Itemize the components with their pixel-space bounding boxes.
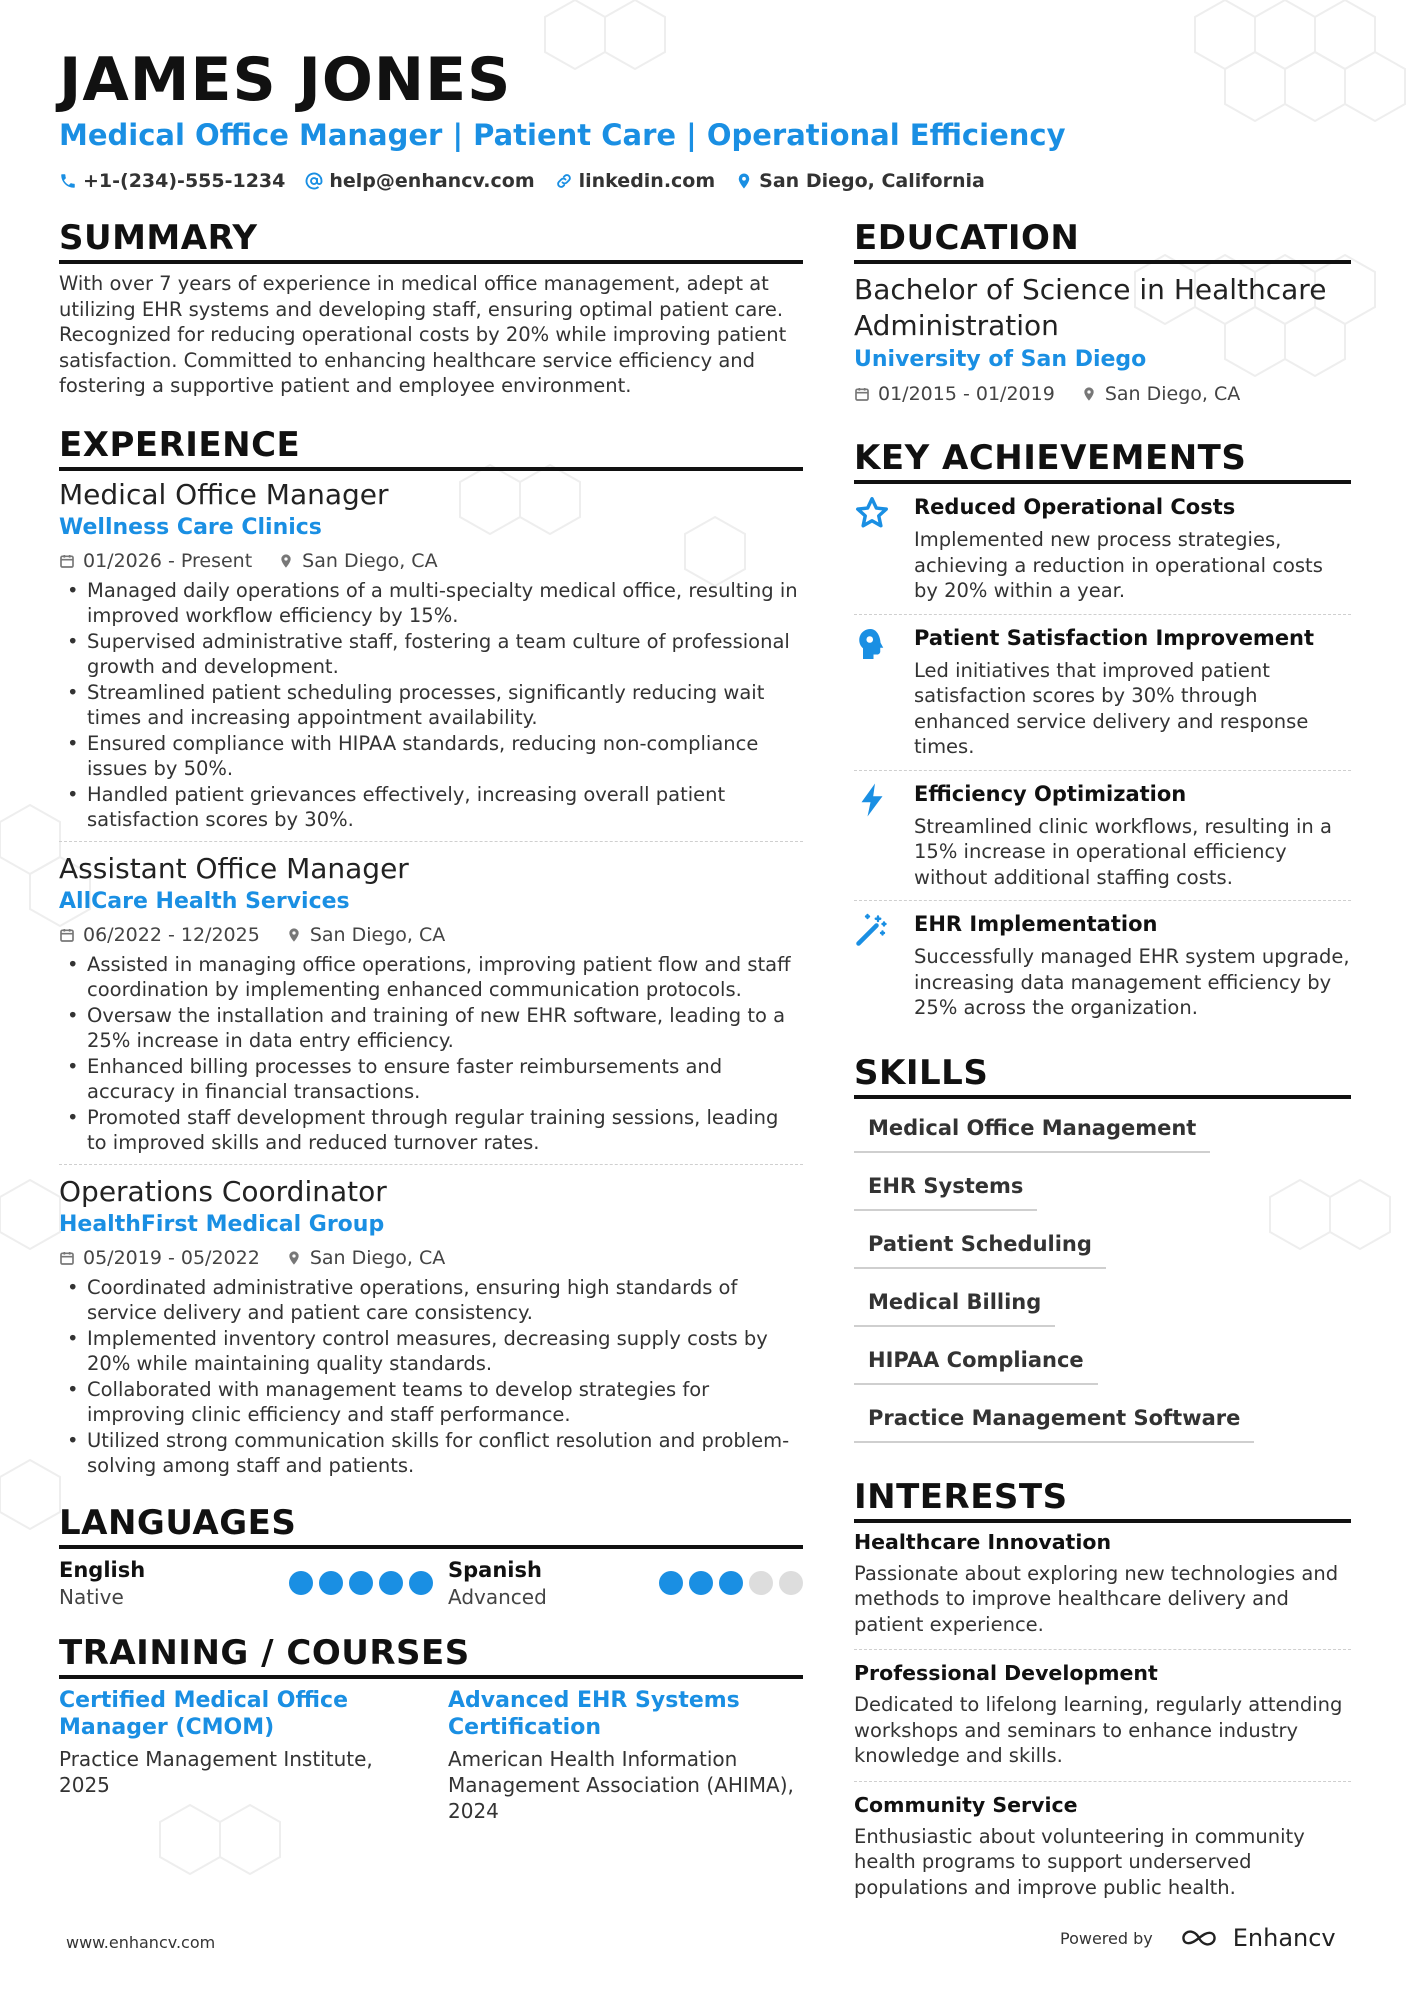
job-entry <box>59 477 803 841</box>
job-company: Wellness Care Clinics <box>59 514 322 540</box>
interest-item <box>854 1781 1351 1913</box>
location-pin-icon <box>286 1250 302 1266</box>
language-rating <box>289 1571 433 1611</box>
language-level: Native <box>59 1584 124 1609</box>
education-section <box>854 218 1351 408</box>
training-heading: TRAINING / COURSES <box>59 1633 803 1679</box>
language-level: Advanced <box>448 1584 547 1609</box>
rating-dot <box>779 1571 803 1595</box>
summary-heading: SUMMARY <box>59 218 803 264</box>
rating-dot <box>689 1571 713 1595</box>
magic-wand-icon <box>854 912 890 948</box>
job-bullet: • Implemented inventory control measures, decreasing supply costs by 20% while maintaining quality standards. <box>59 1326 803 1377</box>
job-entry <box>59 841 803 1164</box>
job-bullet: • Enhanced billing processes to ensure faster reimbursements and accuracy in financial transactions. <box>59 1054 803 1105</box>
education-location: San Diego, CA <box>1104 383 1241 405</box>
job-location: San Diego, CA <box>309 1246 446 1269</box>
rating-dot <box>719 1571 743 1595</box>
skill-tag: Practice Management Software <box>854 1397 1254 1443</box>
contact-location <box>735 168 985 194</box>
experience-section <box>59 425 803 1487</box>
achievement-item <box>854 484 1351 614</box>
job-bullet: • Managed daily operations of a multi-specialty medical office, resulting in improved workflow efficiency by 15%. <box>59 578 803 629</box>
skill-tag: Medical Office Management <box>854 1107 1210 1153</box>
achievement-item <box>854 614 1351 770</box>
education-dates: 01/2015 - 01/2019 <box>878 383 1055 405</box>
at-icon <box>305 172 323 190</box>
job-title: Medical Office Manager <box>59 477 389 511</box>
training-section <box>59 1633 803 1824</box>
job-dates: 05/2019 - 05/2022 <box>83 1246 260 1269</box>
right-column <box>854 218 1351 1912</box>
phone-icon <box>59 172 77 190</box>
job-title: Operations Coordinator <box>59 1174 387 1208</box>
achievement-desc: Streamlined clinic workflows, resulting in a 15% increase in operational efficiency without additional staffing costs. <box>914 814 1332 889</box>
language-name: English <box>59 1557 146 1582</box>
language-item <box>448 1557 803 1611</box>
location-pin-icon <box>278 553 294 569</box>
phone-text: +1-(234)-555-1234 <box>83 170 286 192</box>
interest-title: Community Service <box>854 1792 1078 1817</box>
job-bullet: • Utilized strong communication skills for conflict resolution and problem-solving among staff and patients. <box>59 1428 803 1479</box>
link-icon <box>555 172 573 190</box>
contact-linkedin[interactable] <box>555 168 716 194</box>
email-text: help@enhancv.com <box>329 170 535 192</box>
course-title: Advanced EHR Systems Certification <box>448 1687 740 1740</box>
course-title: Certified Medical Office Manager (CMOM) <box>59 1687 348 1740</box>
location-pin-icon <box>735 172 753 190</box>
linkedin-text: linkedin.com <box>578 170 716 192</box>
achievement-desc: Led initiatives that improved patient satisfaction scores by 30% through enhanced service delivery and response times. <box>914 658 1309 758</box>
job-meta <box>59 547 803 575</box>
education-heading: EDUCATION <box>854 218 1351 264</box>
job-bullet: • Coordinated administrative operations, ensuring high standards of service delivery and patient care consistency. <box>59 1275 803 1326</box>
interest-title: Professional Development <box>854 1661 1158 1685</box>
calendar-icon <box>59 1250 75 1266</box>
job-company: AllCare Health Services <box>59 888 350 914</box>
rating-dot <box>659 1571 683 1595</box>
language-name: Spanish <box>448 1557 542 1582</box>
interest-title: Healthcare Innovation <box>854 1529 1112 1554</box>
candidate-name: JAMES JONES <box>59 45 512 115</box>
location-text: San Diego, California <box>759 170 985 192</box>
job-dates: 06/2022 - 12/2025 <box>83 923 260 946</box>
star-icon <box>854 495 890 531</box>
summary-text: With over 7 years of experience in medical office management, adept at utilizing EHR systems and developing staff, ensuring optimal patient care. Recognized for reducing operational costs by 20% while improving patient satisfaction. Committed to enhancing healthcare service efficiency and fostering a supportive patient and employee environment. <box>59 272 787 397</box>
skill-tag: HIPAA Compliance <box>854 1339 1098 1385</box>
rating-dot <box>319 1571 343 1595</box>
left-column <box>59 218 803 1824</box>
brand-name: Enhancv <box>1232 1924 1336 1952</box>
course-institution: Practice Management Institute, 2025 <box>59 1746 373 1797</box>
calendar-icon <box>59 553 75 569</box>
achievement-desc: Implemented new process strategies, achieving a reduction in operational costs by 20% within a year. <box>914 528 1323 602</box>
language-item <box>59 1557 448 1611</box>
job-dates: 01/2026 - Present <box>83 549 253 572</box>
job-meta <box>59 1244 803 1272</box>
contact-email[interactable] <box>305 168 534 194</box>
course-item <box>59 1687 448 1824</box>
achievement-item <box>854 770 1351 901</box>
rating-dot <box>379 1571 403 1595</box>
job-company: HealthFirst Medical Group <box>59 1211 385 1237</box>
language-rating <box>659 1571 803 1611</box>
lightning-icon <box>854 782 890 818</box>
education-degree: Bachelor of Science in Healthcare Administration <box>854 273 1327 342</box>
job-bullets <box>59 952 803 1156</box>
footer-branding <box>1060 1924 1336 1952</box>
job-bullet: • Streamlined patient scheduling processes, significantly reducing wait times and increasing appointment availability. <box>59 680 803 731</box>
job-location: San Diego, CA <box>309 923 446 946</box>
job-entry <box>59 1164 803 1487</box>
skill-tag: Patient Scheduling <box>854 1223 1106 1269</box>
calendar-icon <box>854 386 870 402</box>
powered-by-label: Powered by <box>1060 1928 1153 1948</box>
summary-section <box>59 218 803 399</box>
job-meta <box>59 921 803 949</box>
job-bullet: • Supervised administrative staff, fostering a team culture of professional growth and development. <box>59 629 803 680</box>
interests-heading: INTERESTS <box>854 1477 1351 1523</box>
experience-heading: EXPERIENCE <box>59 425 803 471</box>
achievement-desc: Successfully managed EHR system upgrade, increasing data management efficiency by 25% across the organization. <box>914 945 1350 1019</box>
skills-heading: SKILLS <box>854 1053 1351 1099</box>
rating-dot <box>289 1571 313 1595</box>
skill-tag: Medical Billing <box>854 1281 1055 1327</box>
job-bullet: • Promoted staff development through regular training sessions, leading to improved skills and reduced turnover rates. <box>59 1105 803 1156</box>
enhancv-logo-icon <box>1179 1927 1225 1949</box>
skill-tag: EHR Systems <box>854 1165 1037 1211</box>
job-location: San Diego, CA <box>302 549 438 572</box>
interests-section <box>854 1477 1351 1913</box>
head-icon <box>854 626 890 662</box>
job-bullet: • Oversaw the installation and training of new EHR software, leading to a 25% increase in data entry efficiency. <box>59 1003 803 1054</box>
achievement-title: EHR Implementation <box>914 912 1158 936</box>
achievement-title: Efficiency Optimization <box>914 781 1187 806</box>
achievements-section <box>854 438 1351 1031</box>
job-bullets <box>59 578 803 833</box>
footer-website[interactable]: www.enhancv.com <box>66 1933 216 1952</box>
headline: Medical Office Manager | Patient Care | Operational Efficiency <box>59 118 1066 152</box>
job-bullet: • Assisted in managing office operations, improving patient flow and staff coordination by implementing enhanced communication protocols. <box>59 952 803 1003</box>
achievement-title: Reduced Operational Costs <box>914 495 1236 519</box>
skills-section <box>854 1053 1351 1455</box>
rating-dot <box>749 1571 773 1595</box>
languages-heading: LANGUAGES <box>59 1503 803 1549</box>
job-bullet: • Handled patient grievances effectively, increasing overall patient satisfaction scores by 30%. <box>59 782 803 833</box>
course-institution: American Health Information Management Association (AHIMA), 2024 <box>448 1746 794 1823</box>
location-pin-icon <box>1081 386 1097 402</box>
interest-item <box>854 1523 1351 1650</box>
interest-desc: Enthusiastic about volunteering in community health programs to support underserved populations and improve public health. <box>854 1824 1305 1899</box>
course-item <box>448 1687 803 1824</box>
job-bullet: • Collaborated with management teams to develop strategies for improving clinic efficiency and staff performance. <box>59 1377 803 1428</box>
skills-list <box>854 1107 1351 1455</box>
job-title: Assistant Office Manager <box>59 851 409 885</box>
rating-dot <box>349 1571 373 1595</box>
enhancv-logo[interactable] <box>1179 1924 1336 1952</box>
interest-item <box>854 1649 1351 1781</box>
achievement-title: Patient Satisfaction Improvement <box>914 625 1315 650</box>
contact-bar <box>59 168 985 194</box>
languages-list <box>59 1557 803 1611</box>
education-school: University of San Diego <box>854 347 1147 372</box>
contact-phone[interactable] <box>59 168 285 194</box>
education-meta <box>854 380 1351 408</box>
rating-dot <box>409 1571 433 1595</box>
job-bullet: • Ensured compliance with HIPAA standards, reducing non-compliance issues by 50%. <box>59 731 803 782</box>
calendar-icon <box>59 927 75 943</box>
achievement-item <box>854 900 1351 1031</box>
achievements-heading: KEY ACHIEVEMENTS <box>854 438 1351 484</box>
interest-desc: Dedicated to lifelong learning, regularly attending workshops and seminars to enhance industry knowledge and skills. <box>854 1693 1343 1767</box>
courses-list <box>59 1687 803 1824</box>
interest-desc: Passionate about exploring new technologies and methods to improve healthcare delivery and patient experience. <box>854 1561 1339 1636</box>
languages-section <box>59 1503 803 1611</box>
job-bullets <box>59 1275 803 1479</box>
location-pin-icon <box>286 927 302 943</box>
